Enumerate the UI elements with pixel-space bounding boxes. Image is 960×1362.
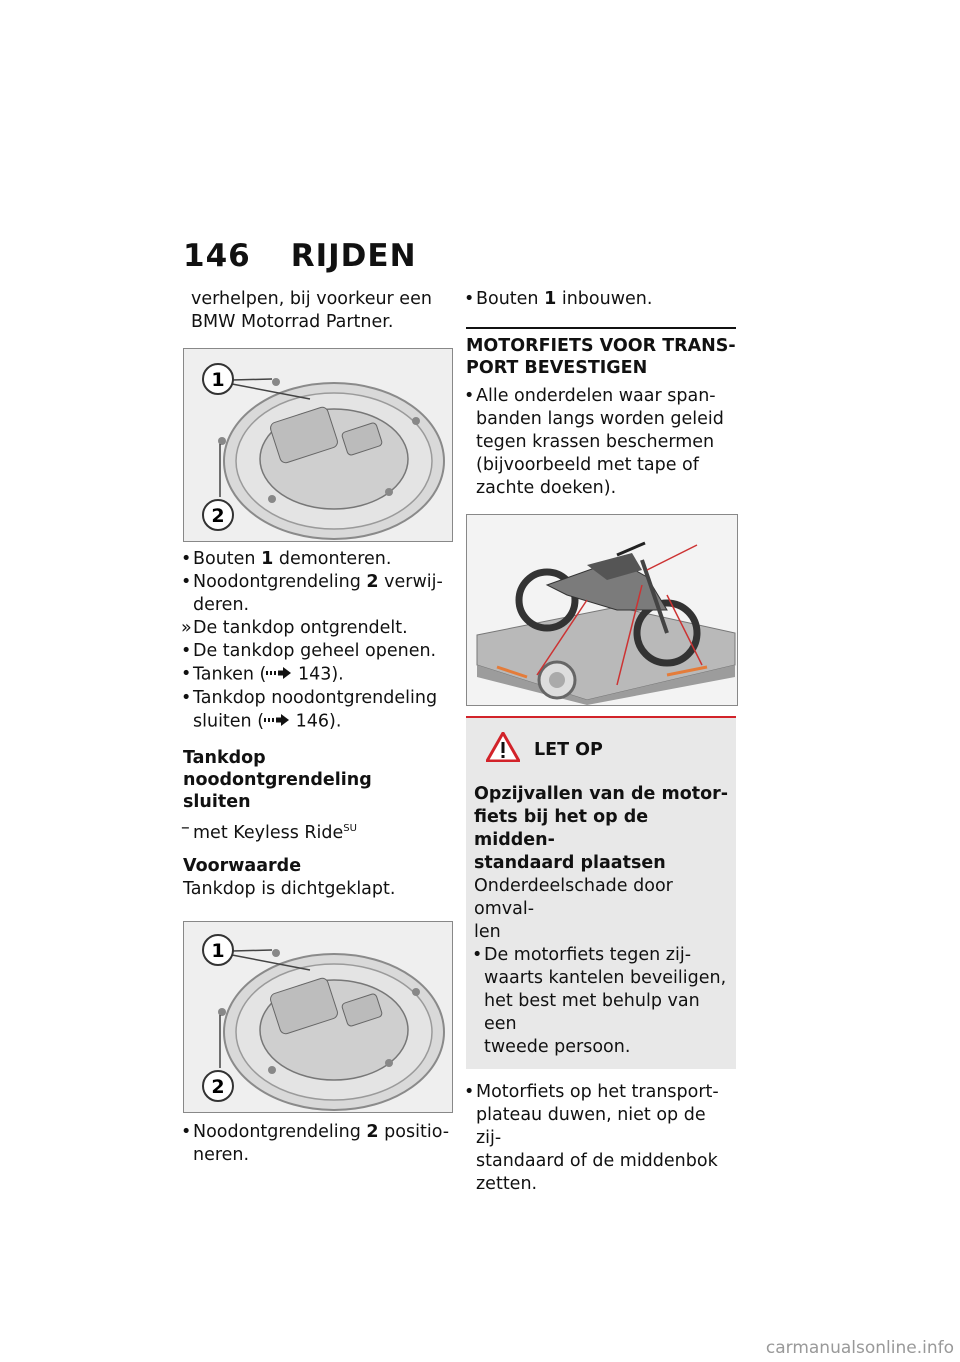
list-item-continuation: sluiten ( 146). (193, 711, 342, 731)
list-item-continuation: deren. (193, 595, 250, 615)
callout-1: 1 (211, 939, 225, 962)
list-item: • Alle onderdelen waar span- banden langs worden geleid tegen krassen beschermen (bijvoorbeeld met tape of zachte doeken). (466, 385, 736, 500)
page-header (183, 238, 417, 274)
chapter-title: RIJDEN (290, 238, 417, 274)
warning-measure: • De motorfiets tegen zij- waarts kantelen beveiligen, het best met behulp van een tweede persoon. (474, 944, 728, 1059)
fuel-cap-illustration (184, 349, 452, 541)
list-item: • Motorfiets op het transport- plateau duwen, niet op de zij- standaard of de middenbok zetten. (466, 1081, 736, 1196)
right-column (466, 288, 736, 1196)
warning-triangle-icon (486, 732, 520, 769)
page-ref-arrow-icon (266, 663, 292, 686)
list-item: • Noodontgrendeling 2 positio- (183, 1121, 453, 1144)
steps-list-2 (183, 1121, 453, 1167)
fuel-cap-figure-2 (183, 921, 453, 1113)
warning-box (466, 716, 736, 1069)
list-item: • Tankdop noodontgrendeling (183, 687, 453, 710)
steps-list-1 (183, 548, 453, 733)
precondition-text: Tankdop is dichtgeklapt. (183, 878, 396, 899)
list-item: • Bouten 1 inbouwen. (466, 288, 736, 311)
warning-title: Opzijvallen van de motor- fiets bij het op de midden- standaard plaatsen (474, 784, 729, 873)
precondition-label: Voorwaarde (183, 855, 302, 876)
page-ref[interactable]: 143 (297, 664, 332, 685)
page-ref-arrow-icon (264, 710, 290, 733)
callout-1: 1 (211, 369, 225, 391)
left-column (183, 288, 453, 1167)
list-item: • Noodontgrendeling 2 verwij- (183, 571, 453, 594)
motorcycle-on-trailer-illustration (467, 515, 737, 705)
list-item: • Tanken ( 143). (183, 663, 453, 687)
fuel-cap-figure-1 (183, 348, 453, 542)
subheading: Tankdop noodontgrendeling sluiten (183, 748, 372, 812)
watermark: carmanualsonline.info (765, 1338, 954, 1358)
intro-line: BMW Motorrad Partner. (191, 312, 394, 332)
warning-label: LET OP (534, 740, 603, 760)
section-heading: MOTORFIETS VOOR TRANS- PORT BEVESTIGEN (466, 327, 736, 379)
list-item: • De tankdop geheel openen. (183, 640, 453, 663)
intro-line: verhelpen, bij voorkeur een (191, 289, 432, 309)
page-number: 146 (183, 238, 251, 274)
result-item: » De tankdop ontgrendelt. (183, 617, 453, 640)
list-item: • Bouten 1 demonteren. (183, 548, 453, 571)
callout-2: 2 (211, 1075, 225, 1098)
callout-2: 2 (211, 505, 225, 527)
list-item-continuation: neren. (193, 1144, 250, 1165)
equipment-note: – met Keyless Ride$^{SU}$ (183, 817, 453, 845)
warning-consequence: Onderdeelschade door omval- len (474, 876, 673, 942)
warning-header (474, 732, 728, 769)
motorcycle-trailer-figure (466, 514, 738, 706)
page-ref[interactable]: 146 (295, 711, 330, 731)
fuel-cap-illustration (184, 922, 452, 1112)
